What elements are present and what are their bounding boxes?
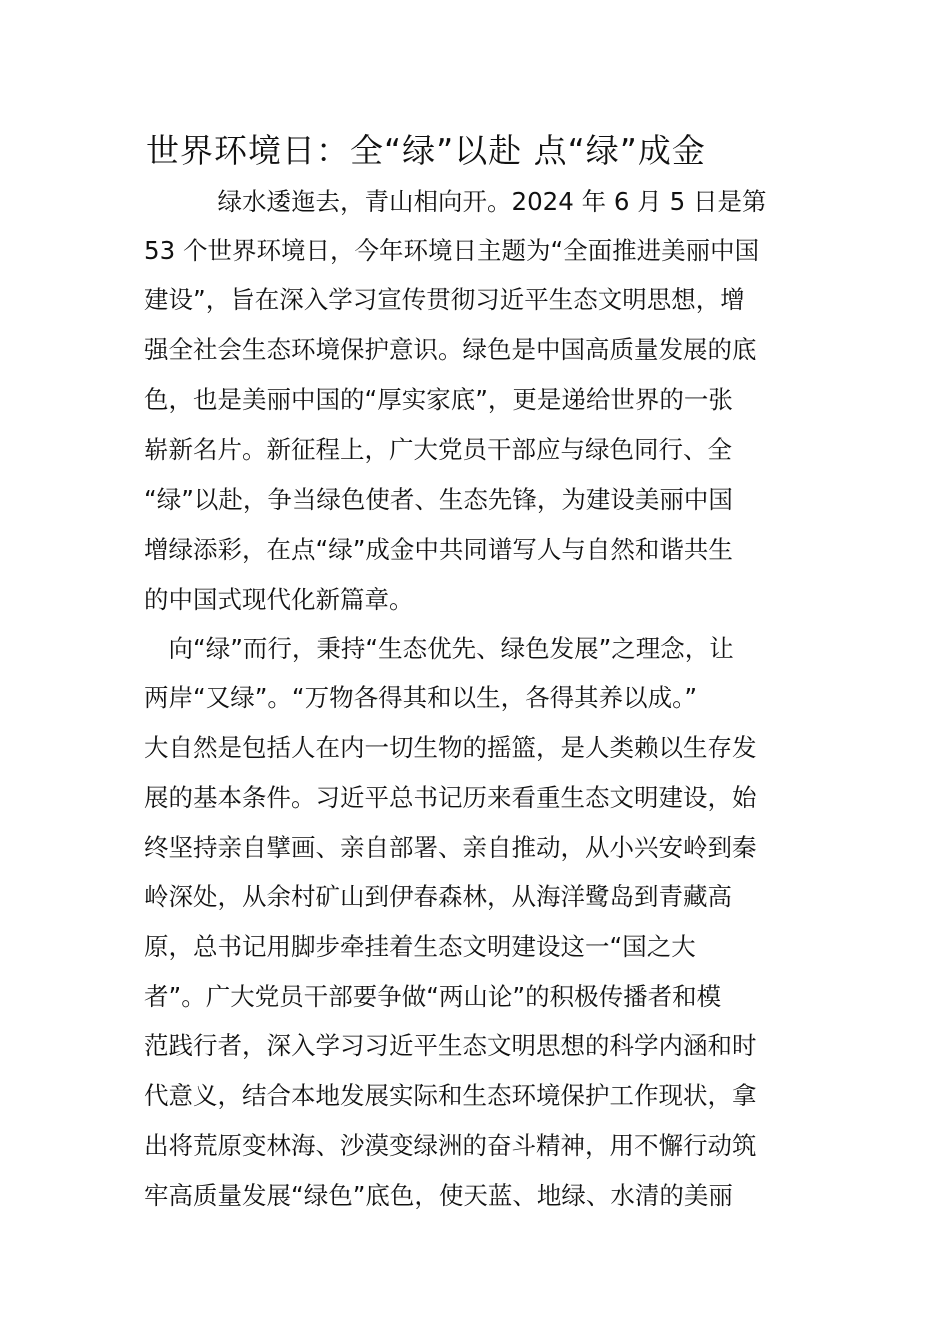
text-line: 岭深处，从余村矿山到伊春森林，从海洋鹭岛到青藏高 [144,882,732,911]
text-line: 者”。广大党员干部要争做“两山论”的积极传播者和模 [144,982,722,1011]
text-line: 的中国式现代化新篇章。 [144,585,414,614]
text-line: 增绿添彩，在点“绿”成金中共同谱写人与自然和谐共生 [144,535,733,564]
text-line: 原，总书记用脚步牵挂着生态文明建设这一“国之大 [144,932,696,961]
text-line: 建设”，旨在深入学习宣传贯彻习近平生态文明思想，增 [144,285,745,314]
text-line: 范践行者，深入学习习近平生态文明思想的科学内涵和时 [144,1031,757,1060]
text-line: 色，也是美丽中国的“厚实家底”，更是递给世界的一张 [144,385,733,414]
text-line: “绿”以赴，争当绿色使者、生态先锋，为建设美丽中国 [144,485,733,514]
text-line: 展的基本条件。习近平总书记历来看重生态文明建设，始 [144,783,757,812]
text-line: 出将荒原变林海、沙漠变绿洲的奋斗精神，用不懈行动筑 [144,1131,757,1160]
document-title: 世界环境日：全“绿”以赴 点“绿”成金 [146,131,706,170]
text-line: 53 个世界环境日，今年环境日主题为“全面推进美丽中国 [144,236,760,265]
text-line: 大自然是包括人在内一切生物的摇篮，是人类赖以生存发 [144,733,757,762]
text-line: 强全社会生态环境保护意识。绿色是中国高质量发展的底 [144,335,757,364]
text-line: 代意义，结合本地发展实际和生态环境保护工作现状，拿 [144,1081,757,1110]
text-line: 绿水逶迤去，青山相向开。2024 年 6 月 5 日是第 [144,187,767,216]
text-line: 终坚持亲自擘画、亲自部署、亲自推动，从小兴安岭到秦 [144,833,757,862]
text-line: 两岸“又绿”。“万物各得其和以生，各得其养以成。” [144,683,698,712]
text-line: 崭新名片。新征程上，广大党员干部应与绿色同行、全 [144,435,732,464]
text-line: 牢高质量发展“绿色”底色，使天蓝、地绿、水清的美丽 [144,1181,733,1210]
text-line: 向“绿”而行，秉持“生态优先、绿色发展”之理念，让 [144,634,734,663]
